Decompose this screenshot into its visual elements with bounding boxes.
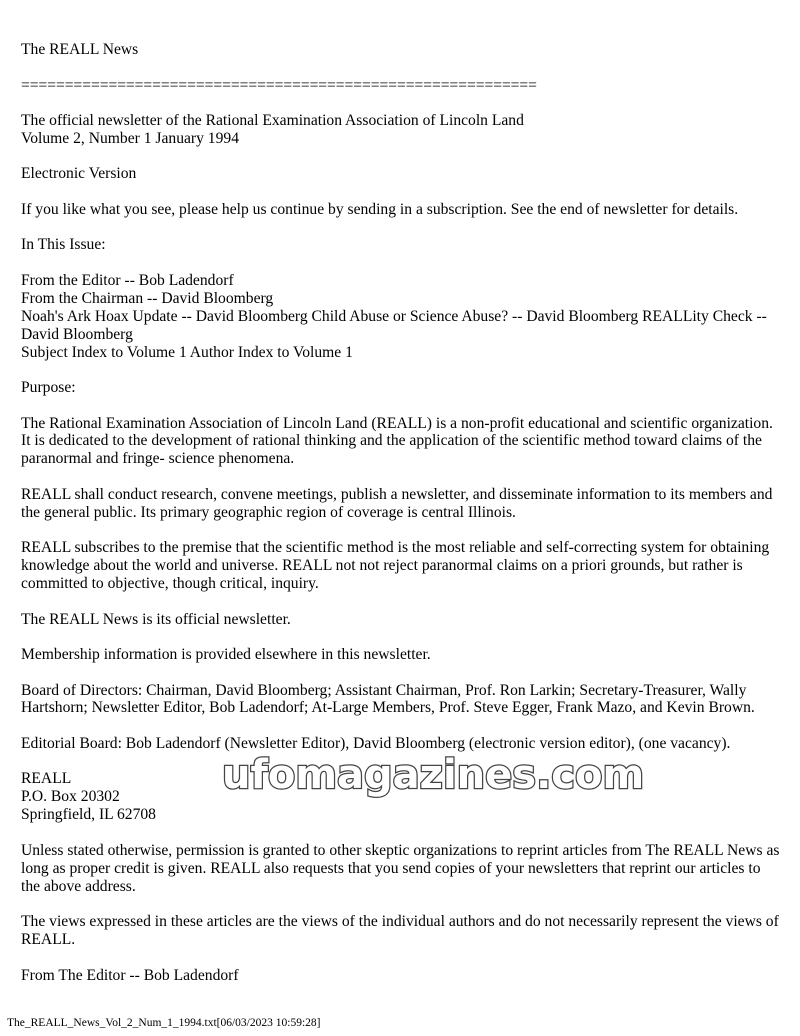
- in-this-issue-heading: In This Issue:: [21, 236, 106, 254]
- footer-filename: The_REALL_News_Vol_2_Num_1_1994.txt[06/03/2023 10:59:28]: [7, 1017, 321, 1029]
- divider-rule: ===========================================================: [21, 76, 537, 94]
- editor-heading: From The Editor -- Bob Ladendorf: [21, 966, 239, 984]
- document-body: [21, 41, 783, 1002]
- views-disclaimer: The views expressed in these articles are the views of the individual authors and do not necessarily represent the views of REALL.: [21, 913, 779, 948]
- electronic-version: Electronic Version: [21, 165, 137, 183]
- volume-line: Volume 2, Number 1 January 1994: [21, 129, 239, 147]
- address-line: P.O. Box 20302: [21, 788, 120, 806]
- intro-line: The official newsletter of the Rational Examination Association of Lincoln Land: [21, 112, 524, 129]
- subscribe-note: If you like what you see, please help us continue by sending in a subscription. See the end of newsletter for details.: [21, 200, 739, 218]
- paragraph: The REALL News is its official newsletter.: [21, 610, 291, 628]
- issue-item: From the Editor -- Bob Ladendorf: [21, 271, 234, 289]
- address-line: REALL: [21, 770, 72, 788]
- permission-note: Unless stated otherwise, permission is granted to other skeptic organizations to reprint articles from The REALL News as long as proper credit is given. REALL also requests that you send copies of your newsletters that reprint our articles to the above address.: [21, 841, 780, 895]
- watermark: ufomagazines.com: [222, 752, 645, 798]
- issue-list: [21, 272, 783, 362]
- paragraph: REALL subscribes to the premise that the scientific method is the most reliable and self-correcting system for obtaining knowledge about the world and universe. REALL not not reject paranormal claims on a priori grounds, but rather is committed to objective, though critical, inquiry.: [21, 539, 770, 593]
- issue-item: From the Chairman -- David Bloomberg: [21, 289, 274, 307]
- intro: [21, 112, 783, 148]
- issue-item: Noah's Ark Hoax Update -- David Bloomberg Child Abuse or Science Abuse? -- David Bloomberg REALLity Check -- David Bloomberg: [21, 307, 767, 343]
- address-line: Springfield, IL 62708: [21, 806, 156, 824]
- issue-item: Subject Index to Volume 1 Author Index to Volume 1: [21, 343, 353, 361]
- paragraph: Editorial Board: Bob Ladendorf (Newsletter Editor), David Bloomberg (electronic version editor), (one vacancy).: [21, 734, 731, 752]
- newsletter-title: The REALL News: [21, 41, 139, 58]
- paragraph: REALL shall conduct research, convene meetings, publish a newsletter, and disseminate information to its members and the general public. Its primary geographic region of coverage is central Illinois.: [21, 485, 773, 521]
- paragraph: Board of Directors: Chairman, David Bloomberg; Assistant Chairman, Prof. Ron Larkin; Secretary-Treasurer, Wally Hartshorn; Newsletter Editor, Bob Ladendorf; At-Large Members, Prof. Steve Egger, Frank Mazo, and Kevin Brown.: [21, 681, 755, 717]
- paragraph: Membership information is provided elsewhere in this newsletter.: [21, 646, 431, 664]
- purpose-heading: Purpose:: [21, 379, 76, 397]
- paragraph: The Rational Examination Association of Lincoln Land (REALL) is a non-profit educational and scientific organization. It is dedicated to the development of rational thinking and the application of the scientific method toward claims of the paranormal and fringe- science phenomena.: [21, 414, 773, 468]
